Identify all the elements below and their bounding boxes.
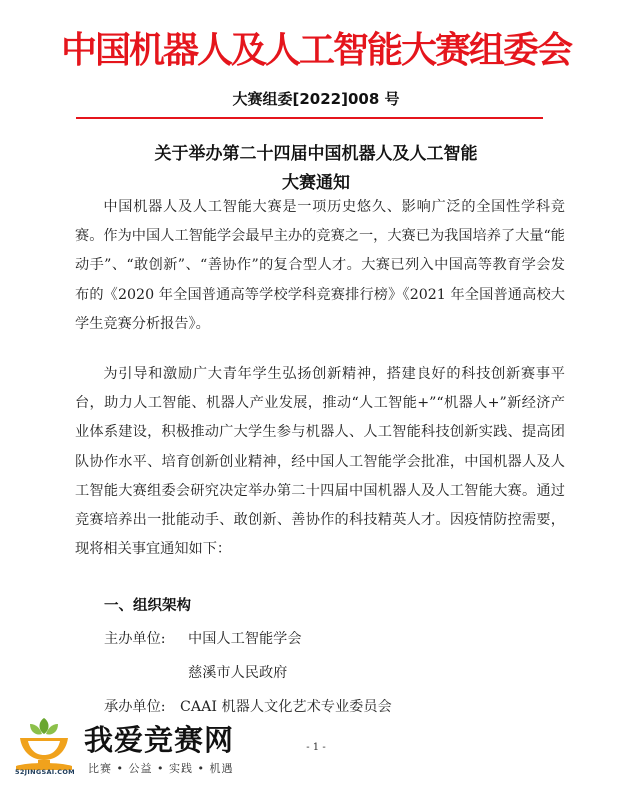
organization-title: 中国机器人及人工智能大赛组委会 (60, 29, 571, 71)
notice-title-line-1: 关于举办第二十四届中国机器人及人工智能 (154, 144, 478, 164)
host-label: 主办单位: (104, 631, 166, 647)
page-number: - 1 - (306, 742, 326, 753)
organizer-label: 承办单位: (104, 699, 166, 715)
document-number: 大赛组委[2022]008 号 (232, 90, 400, 108)
host-value-1: 中国人工智能学会 (188, 631, 302, 647)
organizer-value: CAAI 机器人文化艺术专业委员会 (180, 699, 392, 715)
watermark-name: 我爱竞赛网 (84, 723, 235, 757)
paragraph-intro: 中国机器人及人工智能大赛是一项历史悠久、影响广泛的全国性学科竞赛。作为中国人工智能学会最早主办的竞赛之一，大赛已为我国培养了大量“能动手”、“敢创新”、“善协作”的复合型人才。大赛已列入中国高等教育学会发布的《2020 年全国普通高等学校学科竞赛排行榜》《2021 年全国普通高校大学生竞赛分析报告》。 (75, 199, 565, 332)
red-divider-line (76, 117, 543, 119)
section-heading-organization: 一、组织架构 (104, 598, 191, 614)
watermark-slogan: 比赛 • 公益 • 实践 • 机遇 (88, 762, 234, 775)
watermark-logo (8, 712, 268, 782)
paragraph-purpose: 为引导和激励广大青年学生弘扬创新精神，搭建良好的科技创新赛事平台，助力人工智能、机器人产业发展，推动“人工智能+”“机器人+”新经济产业体系建设，积极推动广大学生参与机器人、人工智能科技创新实践、提高团队协作水平、培育创新创业精神，经中国人工智能学会批准，中国机器人及人工智能大赛组委会研究决定举办第二十四届中国机器人及人工智能大赛。通过竞赛培养出一批能动手、敢创新、善协作的科技精英人才。因疫情防控需要，现将相关事宜通知如下： (75, 366, 565, 558)
notice-title-line-2: 大赛通知 (282, 173, 350, 193)
watermark-domain: 52JINGSAI.COM (15, 768, 75, 776)
host-value-2: 慈溪市人民政府 (188, 665, 288, 681)
